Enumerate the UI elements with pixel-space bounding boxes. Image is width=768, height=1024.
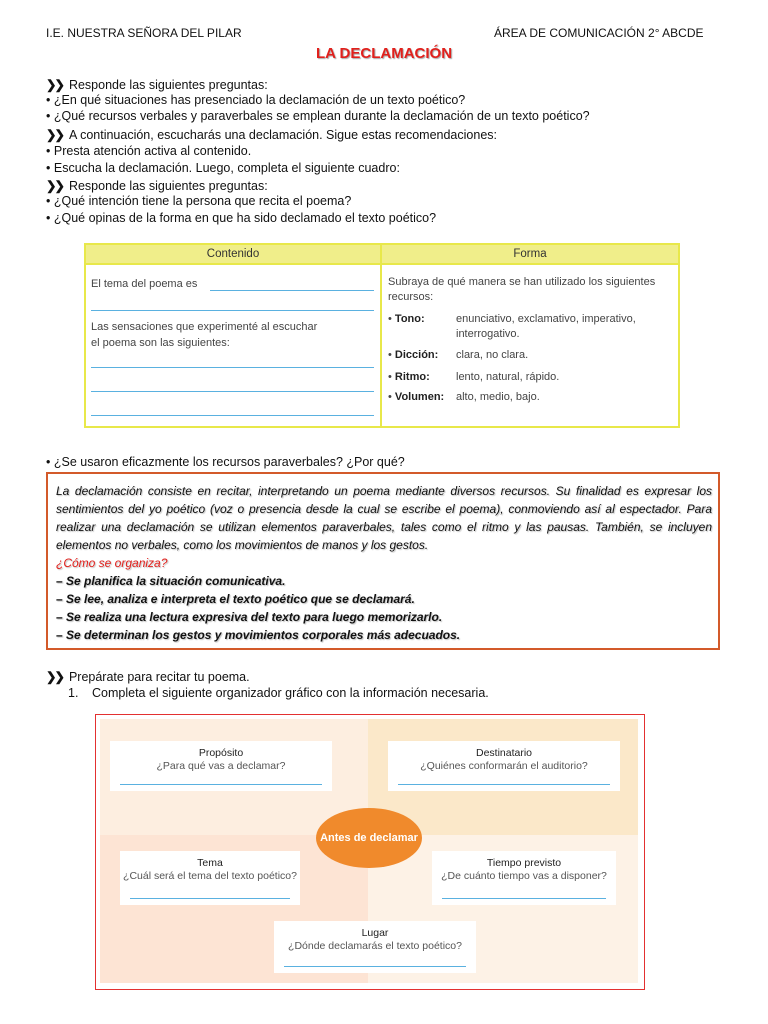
column-header-contenido: Contenido bbox=[86, 245, 380, 263]
page-title: LA DECLAMACIÓN bbox=[315, 45, 453, 62]
prepare-instruction: ❯❯ Prepárate para recitar tu poema. bbox=[46, 670, 250, 684]
card-lugar: Lugar ¿Dónde declamarás el texto poético? bbox=[274, 921, 476, 973]
diccion-item: • Dicción: bbox=[388, 349, 439, 361]
tono-options-2: interrogativo. bbox=[456, 328, 520, 340]
card-tiempo-previsto: Tiempo previsto ¿De cuánto tiempo vas a disponer? bbox=[432, 851, 616, 905]
step-item: – Se realiza una lectura expresiva del texto para luego memorizarlo. bbox=[56, 610, 443, 624]
question-line: • Presta atención activa al contenido. bbox=[46, 144, 252, 158]
volumen-item: • Volumen: bbox=[388, 391, 445, 403]
volumen-options: alto, medio, bajo. bbox=[456, 391, 540, 403]
instruction-line: ❯❯ Responde las siguientes preguntas: bbox=[46, 179, 268, 193]
step-item: – Se determinan los gestos y movimientos corporales más adecuados. bbox=[56, 628, 461, 642]
question-line: • ¿Qué opinas de la forma en que ha sido declamado el texto poético? bbox=[46, 211, 437, 225]
declamation-info-box bbox=[46, 472, 720, 650]
card-destinatario: Destinatario ¿Quiénes conformarán el auditorio? bbox=[388, 741, 620, 791]
forma-intro: Subraya de qué manera se han utilizado los siguientes bbox=[388, 276, 656, 288]
sensaciones-answer-line[interactable] bbox=[91, 391, 374, 392]
definition-paragraph: La declamación consiste en recitar, interpretando un poema mediante diversos recursos. Su finalidad es expresar los sentimientos del yo poético (voz o presencia desde la cual se escribe el poema), conmoviendo así al espectador. Para realizar una declamación se utilizan elementos paraverbales, tales como el ritmo y las pausas. También, se incluyen elementos no verbales, como los movimientos de manos y los gestos. bbox=[56, 484, 712, 552]
sensaciones-answer-line[interactable] bbox=[91, 367, 374, 368]
organization-subtitle: ¿Cómo se organiza? bbox=[56, 556, 168, 570]
subject-area: ÁREA DE COMUNICACIÓN 2° ABCDE bbox=[494, 26, 704, 40]
graphic-organizer bbox=[95, 714, 645, 990]
card-tema: Tema ¿Cuál será el tema del texto poético? bbox=[120, 851, 300, 905]
instruction-line: ❯❯ Responde las siguientes preguntas: bbox=[46, 78, 268, 92]
column-header-forma: Forma bbox=[382, 245, 678, 263]
lugar-answer-line[interactable] bbox=[284, 966, 466, 967]
content-form-table bbox=[84, 243, 680, 428]
question-paraverbal: • ¿Se usaron eficazmente los recursos paraverbales? ¿Por qué? bbox=[46, 455, 405, 469]
step-number: 1. bbox=[68, 686, 79, 700]
question-line: • ¿Qué recursos verbales y paraverbales se emplean durante la declamación de un texto poético? bbox=[46, 109, 590, 123]
sensaciones-answer-line[interactable] bbox=[91, 415, 374, 416]
tema-answer-line[interactable] bbox=[130, 898, 290, 899]
ritmo-options: lento, natural, rápido. bbox=[456, 371, 560, 383]
proposito-answer-line[interactable] bbox=[120, 784, 322, 785]
destinatario-answer-line[interactable] bbox=[398, 784, 610, 785]
tema-answer-line-2[interactable] bbox=[91, 310, 374, 311]
question-line: • ¿En qué situaciones has presenciado la declamación de un texto poético? bbox=[46, 93, 466, 107]
question-line: • ¿Qué intención tiene la persona que recita el poema? bbox=[46, 194, 352, 208]
instruction-line: ❯❯ A continuación, escucharás una declamación. Sigue estas recomendaciones: bbox=[46, 128, 497, 142]
step-instruction: Completa el siguiente organizador gráfico con la información necesaria. bbox=[92, 686, 489, 700]
card-proposito: Propósito ¿Para qué vas a declamar? bbox=[110, 741, 332, 791]
tema-label: El tema del poema es bbox=[91, 278, 198, 290]
forma-intro-2: recursos: bbox=[388, 291, 434, 303]
tono-item: • Tono: bbox=[388, 313, 425, 325]
step-item: – Se lee, analiza e interpreta el texto poético que se declamará. bbox=[56, 592, 415, 606]
ritmo-item: • Ritmo: bbox=[388, 371, 430, 383]
tiempo-answer-line[interactable] bbox=[442, 898, 606, 899]
sensaciones-label: Las sensaciones que experimenté al escuchar bbox=[91, 321, 318, 333]
center-oval: Antes de declamar bbox=[316, 808, 422, 868]
sensaciones-label-2: el poema son las siguientes: bbox=[91, 337, 230, 349]
tema-answer-line[interactable] bbox=[210, 290, 374, 291]
step-item: – Se planifica la situación comunicativa. bbox=[56, 574, 286, 588]
diccion-options: clara, no clara. bbox=[456, 349, 529, 361]
question-line: • Escucha la declamación. Luego, completa el siguiente cuadro: bbox=[46, 161, 400, 175]
tono-options: enunciativo, exclamativo, imperativo, bbox=[456, 313, 636, 325]
school-name: I.E. NUESTRA SEÑORA DEL PILAR bbox=[46, 26, 242, 40]
